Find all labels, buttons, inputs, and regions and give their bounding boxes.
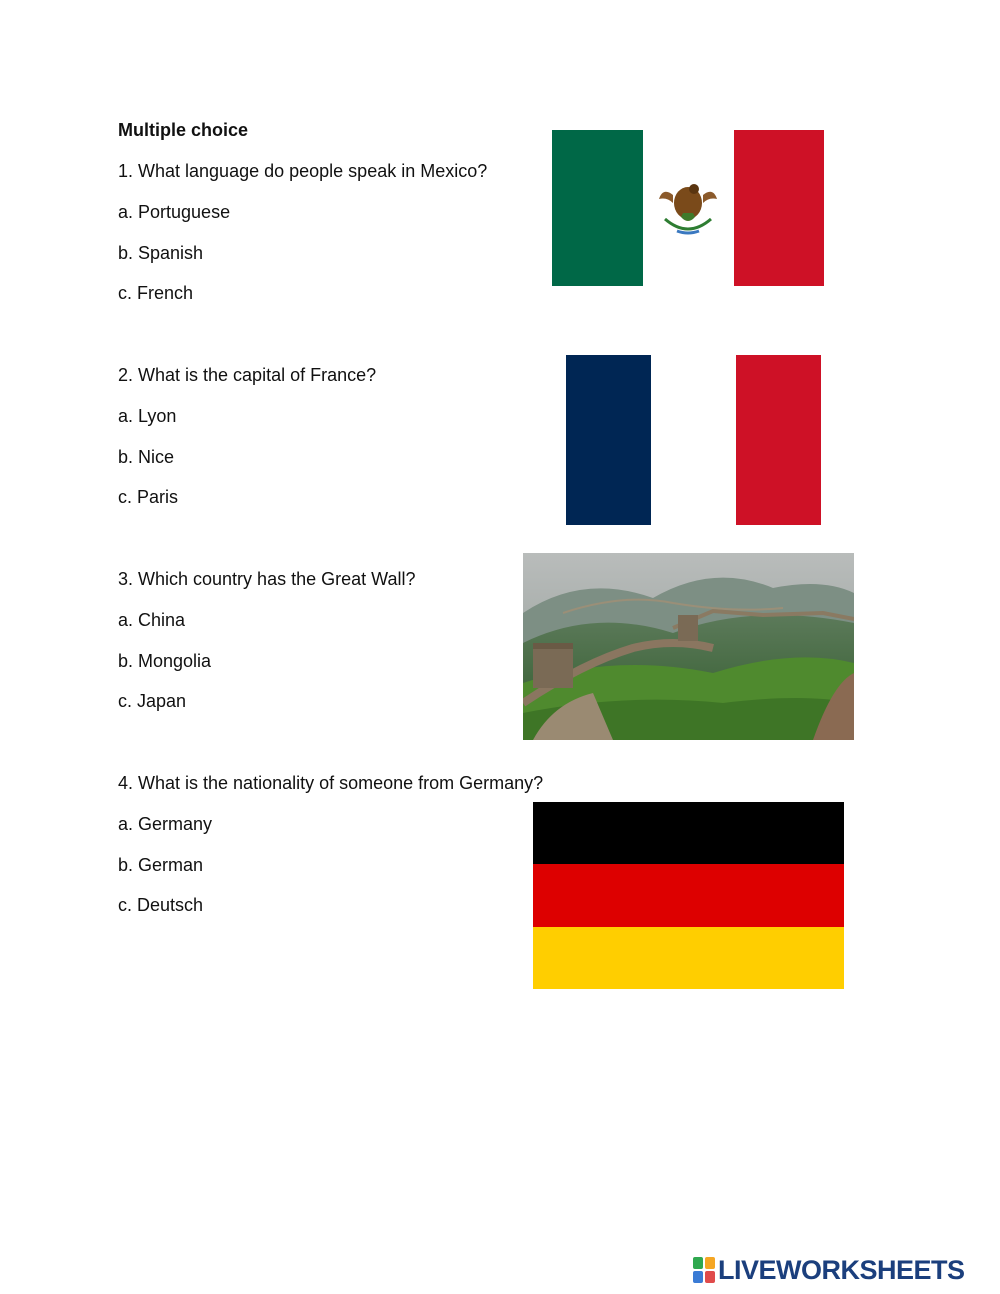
france-flag-blue-band [566,355,651,525]
question-1-option-b[interactable]: b. Spanish [118,243,204,263]
france-flag-red-band [736,355,821,525]
germany-flag-gold-band [533,927,844,989]
liveworksheets-logo [693,1254,965,1286]
germany-flag-image [533,802,844,989]
mexico-flag-red-band [734,130,824,286]
question-2-option-a[interactable]: a. Lyon [118,406,177,426]
mexico-flag-green-band [552,130,643,286]
question-2: 2. What is the capital of France? [118,365,377,385]
worksheet-title: Multiple choice [118,120,249,140]
question-4-option-a[interactable]: a. Germany [118,814,213,834]
question-2-option-b[interactable]: b. Nice [118,447,175,467]
mexico-coat-of-arms-icon [653,173,723,243]
germany-flag-red-band [533,864,844,926]
question-2-option-c[interactable]: c. Paris [118,487,179,507]
question-1-option-a[interactable]: a. Portuguese [118,202,231,222]
question-4-option-b[interactable]: b. German [118,855,204,875]
question-4: 4. What is the nationality of someone from Germany? [118,773,544,793]
question-1: 1. What language do people speak in Mexico? [118,161,488,181]
question-3-option-a[interactable]: a. China [118,610,186,630]
germany-flag-black-band [533,802,844,864]
liveworksheets-mark-icon [693,1257,715,1283]
question-3: 3. Which country has the Great Wall? [118,569,416,589]
question-4-option-c[interactable]: c. Deutsch [118,895,204,915]
question-1-option-c[interactable]: c. French [118,283,194,303]
question-3-option-b[interactable]: b. Mongolia [118,651,212,671]
france-flag-image [566,355,821,525]
great-wall-photo [523,553,854,740]
liveworksheets-brand-text: LIVEWORKSHEETS [718,1254,965,1285]
france-flag-white-band [651,355,736,525]
mexico-flag-image [552,130,824,286]
question-3-option-c[interactable]: c. Japan [118,691,187,711]
